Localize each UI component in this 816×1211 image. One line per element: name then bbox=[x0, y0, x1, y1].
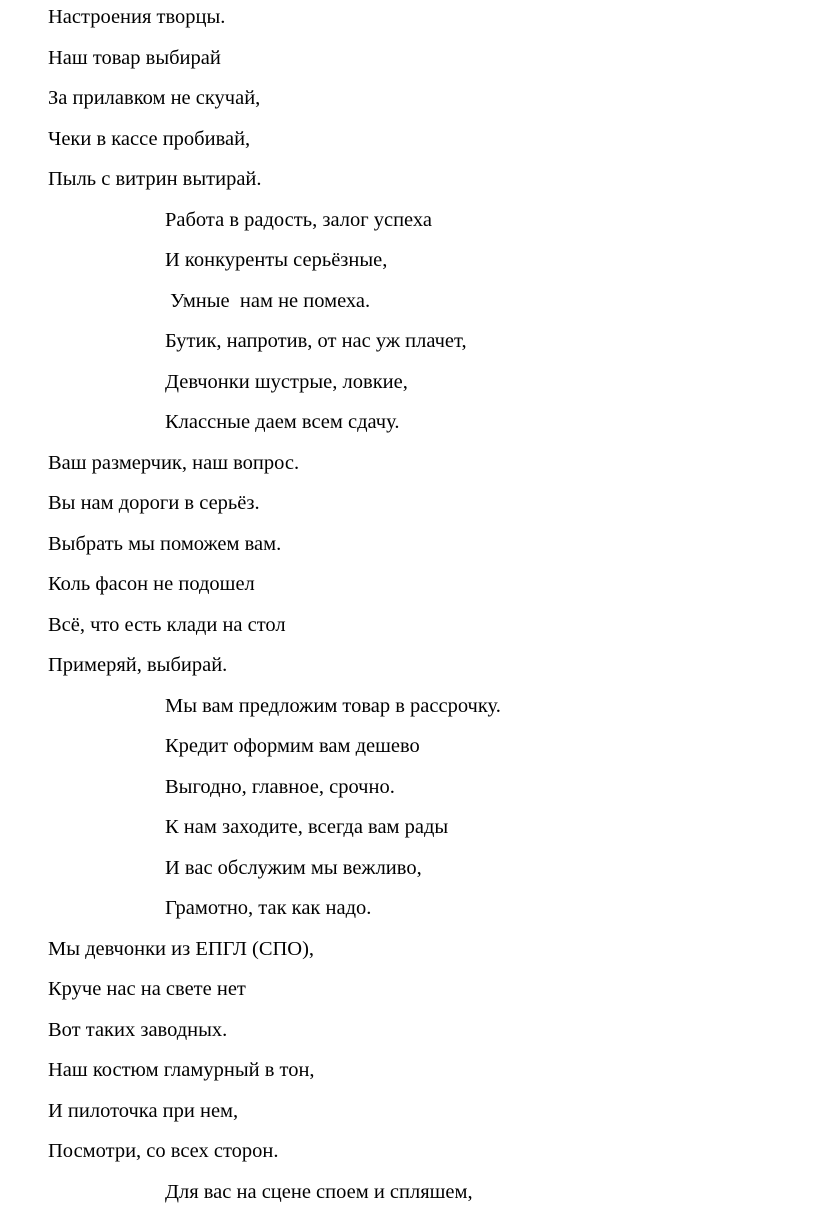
poem-line: И пилоточка при нем, bbox=[48, 1099, 239, 1122]
poem-line: Пыль с витрин вытирай. bbox=[48, 168, 262, 190]
poem-line: И вас обслужим мы вежливо, bbox=[165, 856, 422, 879]
poem-line: Мы девчонки из ЕПГЛ (СПО), bbox=[48, 937, 315, 960]
poem-line: Посмотри, со всех сторон. bbox=[48, 1140, 279, 1162]
poem-line: Примеряй, выбирай. bbox=[48, 654, 228, 676]
poem-line: Наш костюм гламурный в тон, bbox=[48, 1059, 315, 1081]
poem-line: Ваш размерчик, наш вопрос. bbox=[48, 451, 300, 474]
poem-line: Классные даем всем сдачу. bbox=[165, 411, 400, 433]
poem-line: Настроения творцы. bbox=[48, 6, 226, 28]
poem-line: Грамотно, так как надо. bbox=[165, 897, 372, 919]
poem-line: Работа в радость, залог успеха bbox=[165, 208, 432, 231]
poem-line: Вы нам дороги в серьёз. bbox=[48, 492, 260, 514]
poem-line: Вот таких заводных. bbox=[48, 1018, 228, 1041]
poem-line: За прилавком не скучай, bbox=[48, 87, 261, 109]
poem-line: Выгодно, главное, срочно. bbox=[165, 775, 395, 798]
poem-line: Девчонки шустрые, ловкие, bbox=[165, 370, 408, 393]
poem-line: Умные нам не помеха. bbox=[165, 289, 371, 312]
poem-line: И конкуренты серьёзные, bbox=[165, 249, 388, 271]
poem-line: Круче нас на свете нет bbox=[48, 978, 246, 1000]
poem-line: Мы вам предложим товар в рассрочку. bbox=[165, 694, 501, 717]
poem-line: Кредит оформим вам дешево bbox=[165, 735, 420, 757]
poem-line: К нам заходите, всегда вам рады bbox=[165, 816, 449, 838]
poem-line: Коль фасон не подошел bbox=[48, 573, 255, 595]
poem-line: Всё, что есть клади на стол bbox=[48, 613, 286, 636]
poem-line: Выбрать мы поможем вам. bbox=[48, 532, 282, 555]
poem-line: Бутик, напротив, от нас уж плачет, bbox=[165, 330, 467, 352]
poem-line: Чеки в кассе пробивай, bbox=[48, 127, 251, 150]
poem-line: Наш товар выбирай bbox=[48, 46, 221, 69]
poem-line: Для вас на сцене споем и спляшем, bbox=[165, 1180, 473, 1203]
